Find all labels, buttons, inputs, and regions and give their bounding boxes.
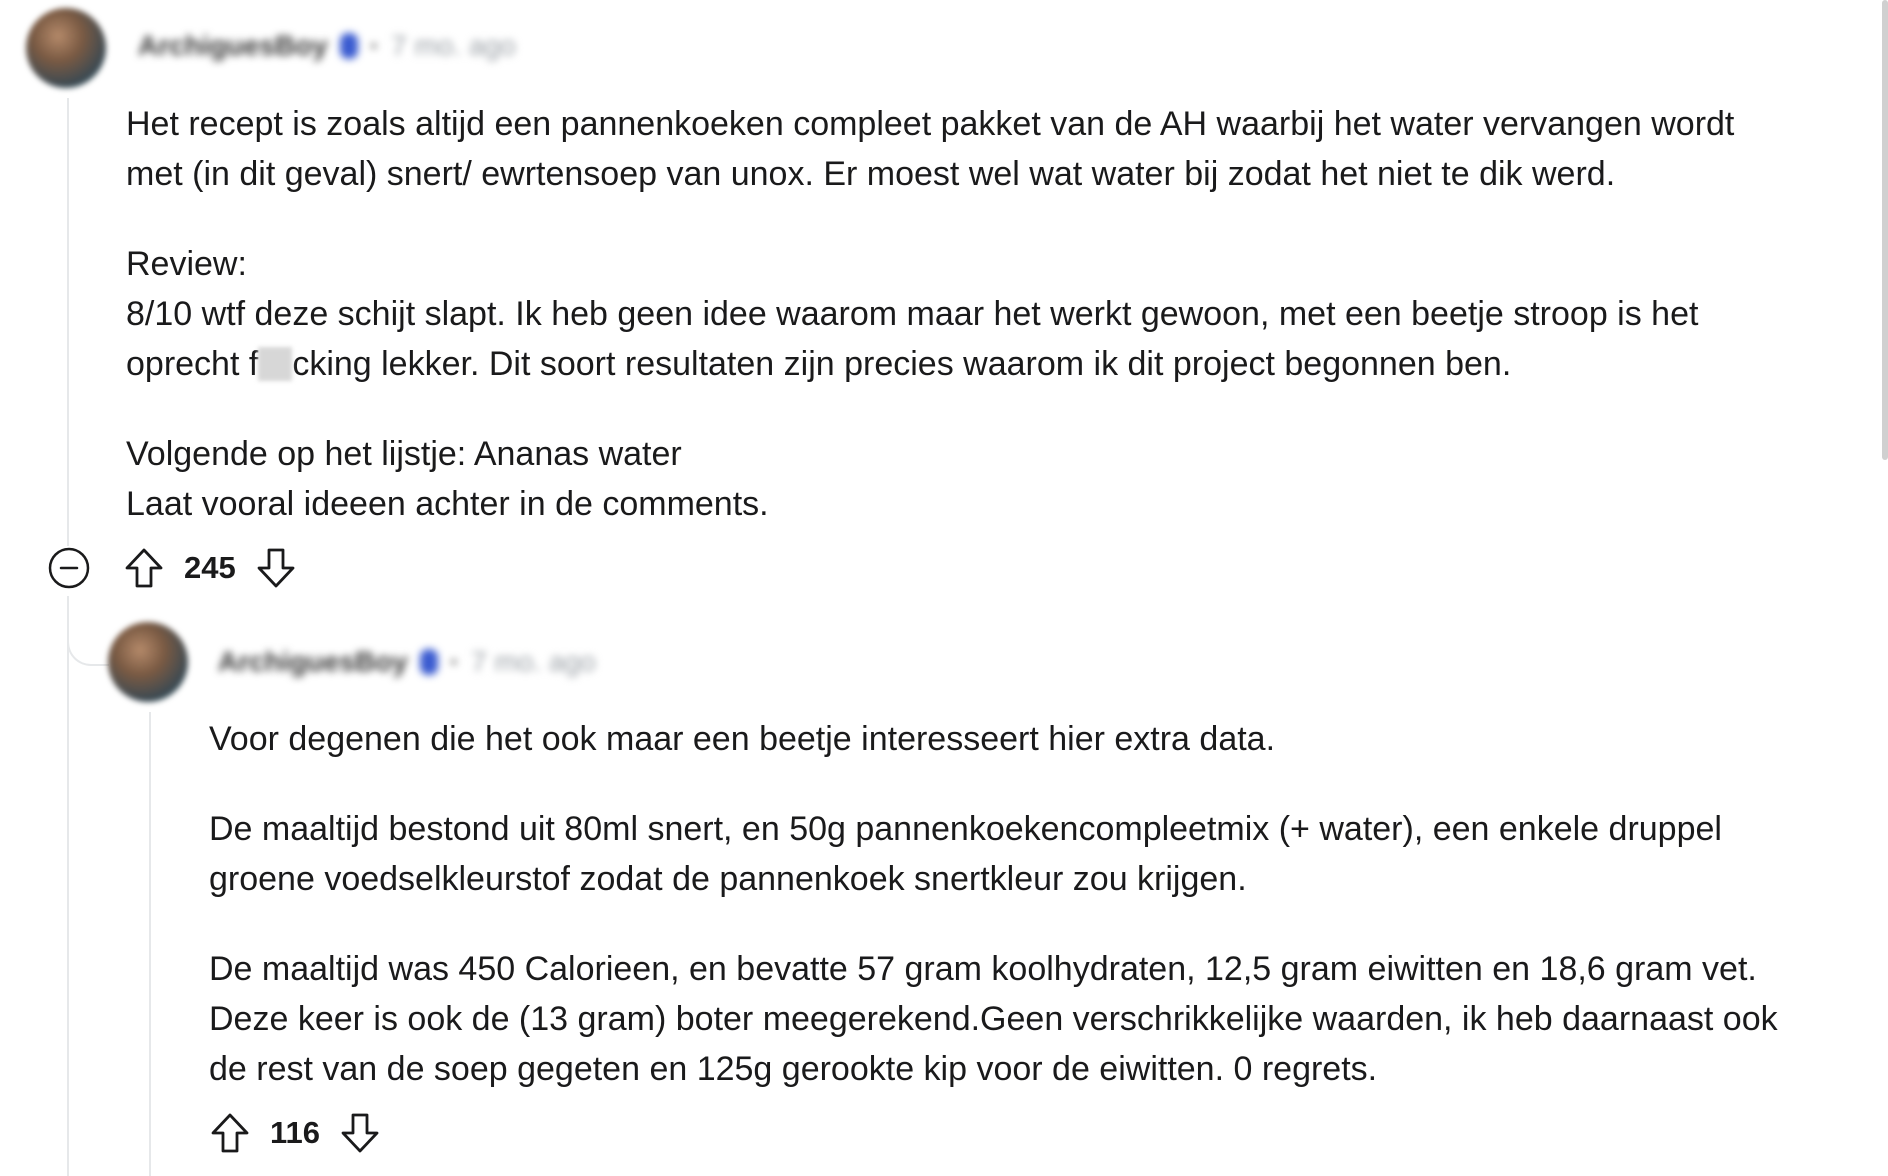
timestamp[interactable]: 7 mo. ago [391, 30, 516, 61]
thread-line-1[interactable] [67, 98, 69, 546]
comment-body [126, 99, 1866, 529]
upvote-icon[interactable] [124, 547, 164, 589]
user-badge-icon [340, 33, 358, 59]
avatar[interactable] [26, 8, 106, 88]
review-paragraph [126, 239, 1866, 389]
comment-actions [210, 1112, 380, 1154]
comment-paragraph: De maaltijd was 450 Calorieen, en bevatte 57 gram koolhydraten, 12,5 gram eiwitten en 18,6 gram vet. Deze keer is ook de (13 gram) boter meegerekend.Geen verschrikkelijke waarden, ik heb daarnaast ook de rest van de soep gegeten en 125g gerookte kip voor de eiwitten. 0 regrets. [209, 950, 1778, 1088]
user-badge-icon [420, 649, 438, 675]
avatar[interactable] [108, 622, 188, 702]
timestamp[interactable]: 7 mo. ago [471, 646, 596, 677]
censored-text [258, 347, 292, 381]
thread-line-2[interactable] [149, 712, 151, 1176]
comment-body [209, 714, 1879, 1094]
review-label: Review: [126, 245, 247, 283]
vote-score: 116 [270, 1115, 321, 1150]
meta-separator: · [369, 30, 380, 61]
downvote-icon[interactable] [340, 1112, 380, 1154]
username[interactable]: ArchiguesBoy [138, 30, 328, 61]
comment-paragraph: Volgende op het lijstje: Ananas water Laat vooral ideeen achter in de comments. [126, 435, 769, 523]
vote-score: 245 [184, 550, 236, 585]
review-line: 8/10 wtf deze schijt slapt. Ik heb geen idee waarom maar het werkt gewoon, met een beetje stroop is het [126, 295, 1699, 333]
thread-line-1-lower[interactable] [67, 596, 69, 1176]
upvote-icon[interactable] [210, 1112, 250, 1154]
comment-paragraph: Voor degenen die het ook maar een beetje interesseert hier extra data. [209, 720, 1276, 758]
collapse-icon[interactable] [48, 547, 90, 589]
comment-actions [48, 547, 296, 589]
comment-meta [138, 30, 516, 62]
downvote-icon[interactable] [256, 547, 296, 589]
comment-paragraph: Het recept is zoals altijd een pannenkoeken compleet pakket van de AH waarbij het water vervangen wordt met (in dit geval) snert/ ewrtensoep van unox. Er moest wel wat water bij zodat het niet te dik werd. [126, 105, 1735, 193]
reply-connector [67, 620, 109, 666]
username[interactable]: ArchiguesBoy [218, 646, 408, 677]
review-line: oprecht f [126, 345, 259, 383]
comment-meta [218, 646, 596, 678]
meta-separator: · [449, 646, 460, 677]
review-line: cking lekker. Dit soort resultaten zijn precies waarom ik dit project begonnen ben. [292, 345, 1512, 383]
scrollbar[interactable] [1882, 0, 1888, 460]
comment-paragraph: De maaltijd bestond uit 80ml snert, en 50g pannenkoekencompleetmix (+ water), een enkele druppel groene voedselkleurstof zodat de pannenkoek snertkleur zou krijgen. [209, 810, 1722, 898]
